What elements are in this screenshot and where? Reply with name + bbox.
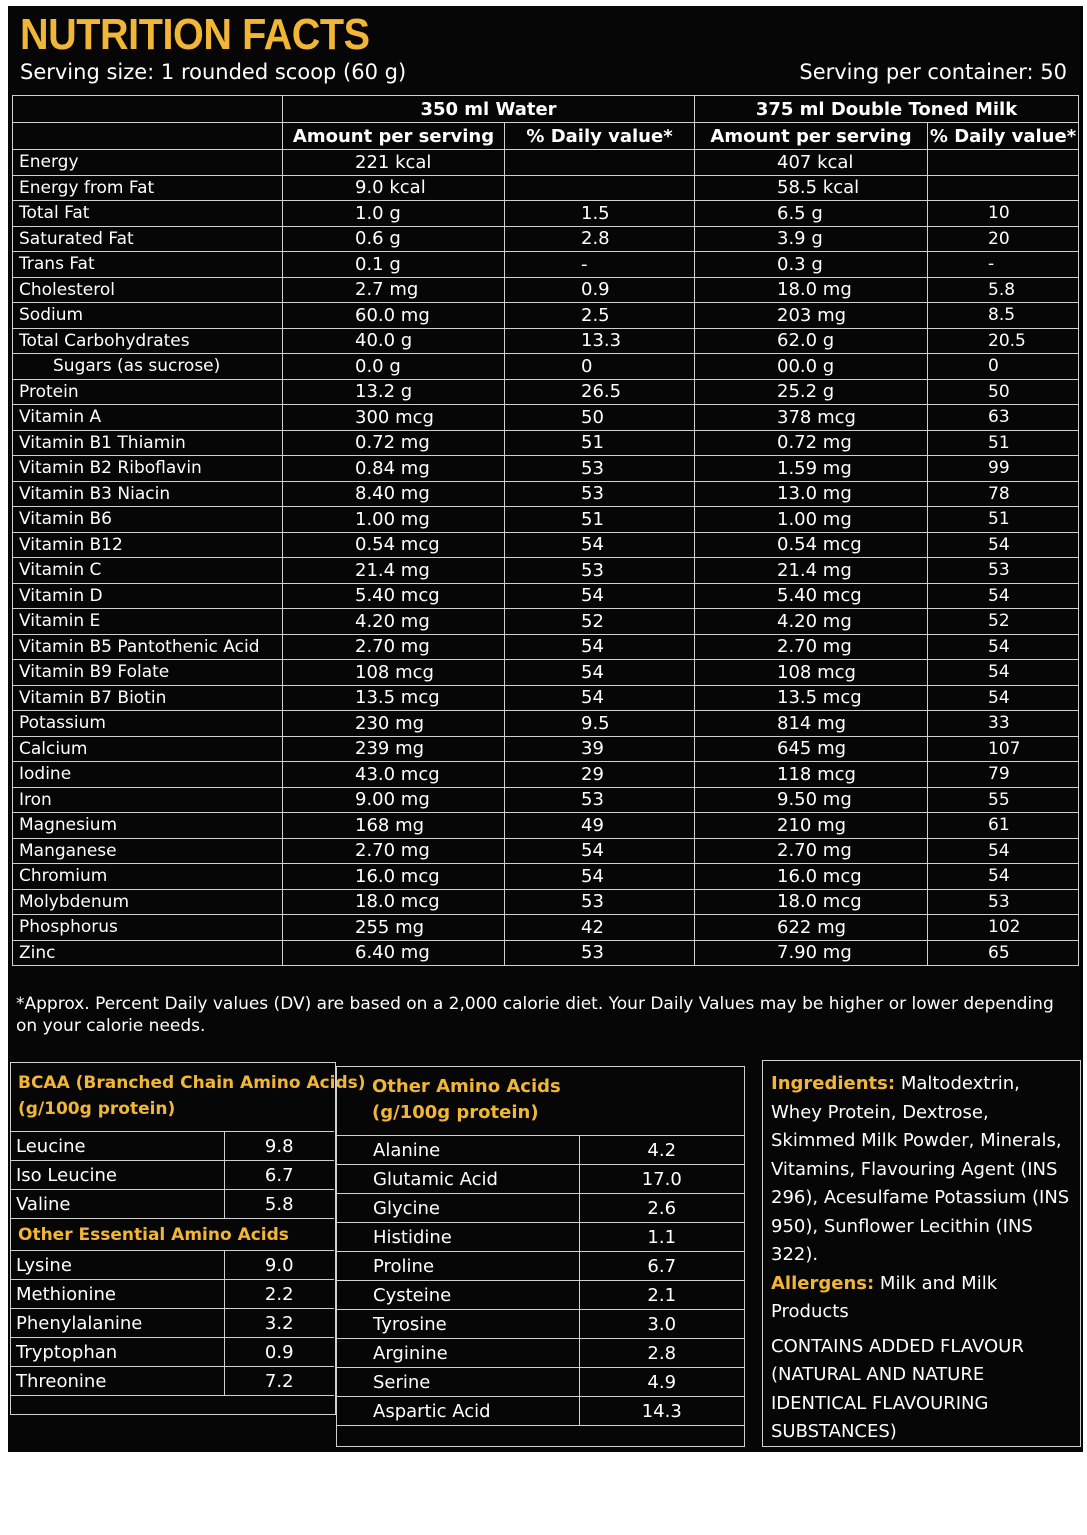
column-header-amount: Amount per serving: [283, 123, 505, 150]
amino-acid-value: 2.2: [224, 1280, 334, 1309]
amino-acid-value: 3.2: [224, 1309, 334, 1338]
water-amount: 13.2 g: [283, 379, 505, 405]
amino-acid-name: Valine: [10, 1190, 224, 1219]
water-amount: 2.70 mg: [283, 634, 505, 660]
nutrient-name: Phosphorus: [13, 915, 283, 941]
milk-daily-value: -: [928, 252, 1079, 278]
milk-daily-value: 78: [928, 481, 1079, 507]
column-header-amount: Amount per serving: [695, 123, 928, 150]
list-item: [10, 1338, 334, 1367]
water-amount: 43.0 mcg: [283, 762, 505, 788]
water-daily-value: 54: [505, 532, 695, 558]
amino-acid-name: Iso Leucine: [10, 1161, 224, 1190]
water-amount: 108 mcg: [283, 660, 505, 686]
water-amount: 18.0 mcg: [283, 889, 505, 915]
ingredients-list: Maltodextrin, Whey Protein, Dextrose, Skimmed Milk Powder, Minerals, Vitamins, Flavouring Agent (INS 296), Acesulfame Potassium (INS 950), Sunflower Lecithin (INS 322).: [771, 1073, 1070, 1265]
amino-acid-value: 2.8: [579, 1339, 744, 1368]
milk-amount: 1.00 mg: [695, 507, 928, 533]
list-item: [337, 1310, 744, 1339]
ingredients-label: Ingredients:: [771, 1073, 896, 1094]
milk-amount: 108 mcg: [695, 660, 928, 686]
milk-daily-value: 79: [928, 762, 1079, 788]
table-row: [13, 583, 1079, 609]
water-daily-value: 51: [505, 430, 695, 456]
milk-daily-value: 107: [928, 736, 1079, 762]
water-daily-value: 54: [505, 660, 695, 686]
nutrient-name: Molybdenum: [13, 889, 283, 915]
milk-daily-value: 54: [928, 660, 1079, 686]
list-item: [10, 1251, 334, 1280]
table-row: [13, 762, 1079, 788]
milk-daily-value: 54: [928, 838, 1079, 864]
milk-daily-value: 52: [928, 609, 1079, 635]
milk-amount: 1.59 mg: [695, 456, 928, 482]
milk-amount: 3.9 g: [695, 226, 928, 252]
milk-amount: 18.0 mcg: [695, 889, 928, 915]
table-row: [13, 889, 1079, 915]
milk-amount: 0.3 g: [695, 252, 928, 278]
other-amino-heading: [372, 1074, 561, 1126]
list-item: [10, 1280, 334, 1309]
amino-acid-name: Arginine: [337, 1339, 579, 1368]
table-row: [13, 481, 1079, 507]
water-daily-value: 29: [505, 762, 695, 788]
water-daily-value: 9.5: [505, 711, 695, 737]
amino-acid-name: Threonine: [10, 1367, 224, 1396]
sucrose-note: #No added Sucrose: [771, 1510, 930, 1530]
water-amount: 5.40 mcg: [283, 583, 505, 609]
serving-size: Serving size: 1 rounded scoop (60 g): [20, 60, 407, 84]
table-row: [13, 685, 1079, 711]
list-item: [10, 1161, 334, 1190]
milk-daily-value: 55: [928, 787, 1079, 813]
water-amount: 0.54 mcg: [283, 532, 505, 558]
essential-amino-table: [10, 1250, 334, 1396]
water-daily-value: 54: [505, 583, 695, 609]
table-row: [13, 150, 1079, 176]
milk-daily-value: 20.5: [928, 328, 1079, 354]
amino-acid-value: 0.9: [224, 1338, 334, 1367]
water-amount: 168 mg: [283, 813, 505, 839]
table-row: [13, 915, 1079, 941]
amino-acid-value: 4.2: [579, 1136, 744, 1165]
milk-amount: 62.0 g: [695, 328, 928, 354]
list-item: [337, 1165, 744, 1194]
amino-acid-name: Methionine: [10, 1280, 224, 1309]
table-row: [13, 430, 1079, 456]
amino-acid-name: Phenylalanine: [10, 1309, 224, 1338]
table-row: [13, 303, 1079, 329]
amino-acid-value: 6.7: [579, 1252, 744, 1281]
milk-daily-value: 51: [928, 430, 1079, 456]
nutrient-name: Vitamin B6: [13, 507, 283, 533]
amino-acid-name: Glycine: [337, 1194, 579, 1223]
milk-amount: 21.4 mg: [695, 558, 928, 584]
amino-acid-name: Leucine: [10, 1132, 224, 1161]
milk-amount: 407 kcal: [695, 150, 928, 176]
nutrient-name: Iron: [13, 787, 283, 813]
allergens-text: [771, 1270, 1076, 1327]
water-daily-value: 50: [505, 405, 695, 431]
water-daily-value: 53: [505, 889, 695, 915]
water-amount: 1.0 g: [283, 201, 505, 227]
amino-acid-value: 2.1: [579, 1281, 744, 1310]
water-amount: 0.0 g: [283, 354, 505, 380]
milk-amount: 00.0 g: [695, 354, 928, 380]
ingredients-section: [771, 1070, 1076, 1535]
milk-amount: 13.0 mg: [695, 481, 928, 507]
nutrient-name: Saturated Fat: [13, 226, 283, 252]
water-daily-value: [505, 150, 695, 176]
milk-daily-value: 63: [928, 405, 1079, 431]
water-daily-value: 49: [505, 813, 695, 839]
table-row: [13, 711, 1079, 737]
water-amount: 0.84 mg: [283, 456, 505, 482]
water-daily-value: 39: [505, 736, 695, 762]
group-header-water: 350 ml Water: [283, 96, 695, 123]
list-item: [337, 1223, 744, 1252]
milk-daily-value: 54: [928, 685, 1079, 711]
milk-daily-value: 10: [928, 201, 1079, 227]
list-item: [337, 1397, 744, 1426]
milk-daily-value: 0: [928, 354, 1079, 380]
water-daily-value: 53: [505, 787, 695, 813]
milk-daily-value: 54: [928, 634, 1079, 660]
table-row: [13, 354, 1079, 380]
nutrient-name: Vitamin C: [13, 558, 283, 584]
bcaa-rows: [10, 1132, 334, 1219]
table-row: [13, 787, 1079, 813]
table-row: [13, 456, 1079, 482]
milk-amount: 7.90 mg: [695, 940, 928, 966]
nutrient-name: Manganese: [13, 838, 283, 864]
milk-daily-value: [928, 175, 1079, 201]
water-amount: 230 mg: [283, 711, 505, 737]
list-item: [337, 1368, 744, 1397]
list-item: [337, 1136, 744, 1165]
milk-amount: 9.50 mg: [695, 787, 928, 813]
water-amount: 21.4 mg: [283, 558, 505, 584]
nutrient-name: Vitamin B9 Folate: [13, 660, 283, 686]
milk-daily-value: 51: [928, 507, 1079, 533]
milk-daily-value: 33: [928, 711, 1079, 737]
milk-amount: 58.5 kcal: [695, 175, 928, 201]
water-amount: 0.1 g: [283, 252, 505, 278]
nutrient-name: Calcium: [13, 736, 283, 762]
milk-daily-value: 65: [928, 940, 1079, 966]
water-amount: 9.00 mg: [283, 787, 505, 813]
table-row: [13, 328, 1079, 354]
serving-note: ^As per 2 servings with double toned milk: [771, 1454, 1073, 1502]
table-row: [13, 813, 1079, 839]
amino-acid-value: 17.0: [579, 1165, 744, 1194]
water-daily-value: 53: [505, 940, 695, 966]
milk-daily-value: 102: [928, 915, 1079, 941]
amino-acid-name: Histidine: [337, 1223, 579, 1252]
water-amount: 0.72 mg: [283, 430, 505, 456]
water-amount: 300 mcg: [283, 405, 505, 431]
list-item: [337, 1339, 744, 1368]
milk-amount: 0.54 mcg: [695, 532, 928, 558]
nutrient-name: Sodium: [13, 303, 283, 329]
nutrient-name: Iodine: [13, 762, 283, 788]
amino-acid-name: Serine: [337, 1368, 579, 1397]
amino-acid-name: Aspartic Acid: [337, 1397, 579, 1426]
water-daily-value: 52: [505, 609, 695, 635]
milk-amount: 2.70 mg: [695, 634, 928, 660]
amino-acid-value: 14.3: [579, 1397, 744, 1426]
milk-daily-value: 53: [928, 889, 1079, 915]
corner-cell: [13, 96, 283, 123]
water-daily-value: 54: [505, 685, 695, 711]
milk-daily-value: [928, 150, 1079, 176]
milk-daily-value: 53: [928, 558, 1079, 584]
water-daily-value: 42: [505, 915, 695, 941]
daily-value-footnote: *Approx. Percent Daily values (DV) are based on a 2,000 calorie diet. Your Daily Values may be higher or lower depending on your calorie needs.: [16, 994, 1054, 1036]
water-daily-value: 0: [505, 354, 695, 380]
amino-acid-name: Tryptophan: [10, 1338, 224, 1367]
other-amino-heading-unit: (g/100g protein): [372, 1102, 539, 1123]
table-row: [13, 609, 1079, 635]
table-row: [13, 379, 1079, 405]
milk-daily-value: 20: [928, 226, 1079, 252]
nutrient-name: Vitamin B1 Thiamin: [13, 430, 283, 456]
table-row: [13, 175, 1079, 201]
water-amount: 13.5 mcg: [283, 685, 505, 711]
milk-amount: 25.2 g: [695, 379, 928, 405]
water-daily-value: 0.9: [505, 277, 695, 303]
nutrient-name: Total Fat: [13, 201, 283, 227]
list-item: [337, 1252, 744, 1281]
water-daily-value: 54: [505, 634, 695, 660]
corner-cell: [13, 123, 283, 150]
milk-amount: 13.5 mcg: [695, 685, 928, 711]
list-item: [10, 1132, 334, 1161]
ingredients-text: [771, 1070, 1076, 1270]
list-item: [10, 1367, 334, 1396]
amino-acid-value: 2.6: [579, 1194, 744, 1223]
milk-amount: 118 mcg: [695, 762, 928, 788]
amino-acid-value: 9.8: [224, 1132, 334, 1161]
list-item: [337, 1194, 744, 1223]
water-daily-value: 54: [505, 838, 695, 864]
nutrition-rows: [13, 150, 1079, 966]
nutrient-name: Total Carbohydrates: [13, 328, 283, 354]
water-daily-value: 53: [505, 456, 695, 482]
nutrient-name: Sugars (as sucrose): [13, 354, 283, 380]
water-daily-value: 2.8: [505, 226, 695, 252]
page-title: NUTRITION FACTS: [20, 10, 370, 59]
milk-amount: 622 mg: [695, 915, 928, 941]
nutrient-name: Zinc: [13, 940, 283, 966]
water-amount: 2.70 mg: [283, 838, 505, 864]
table-row: [13, 660, 1079, 686]
milk-amount: 814 mg: [695, 711, 928, 737]
amino-acid-name: Glutamic Acid: [337, 1165, 579, 1194]
milk-amount: 4.20 mg: [695, 609, 928, 635]
list-item: [10, 1190, 334, 1219]
amino-acid-value: 3.0: [579, 1310, 744, 1339]
water-daily-value: 26.5: [505, 379, 695, 405]
water-amount: 0.6 g: [283, 226, 505, 252]
milk-amount: 210 mg: [695, 813, 928, 839]
table-row: [13, 532, 1079, 558]
milk-daily-value: 5.8: [928, 277, 1079, 303]
amino-acid-name: Alanine: [337, 1136, 579, 1165]
nutrient-name: Vitamin D: [13, 583, 283, 609]
list-item: [10, 1309, 334, 1338]
amino-acid-name: Tyrosine: [337, 1310, 579, 1339]
table-row: [13, 507, 1079, 533]
table-row: [13, 838, 1079, 864]
essential-amino-rows: [10, 1251, 334, 1396]
table-row: [13, 226, 1079, 252]
water-amount: 2.7 mg: [283, 277, 505, 303]
essential-amino-heading: Other Essential Amino Acids: [18, 1225, 289, 1245]
milk-amount: 6.5 g: [695, 201, 928, 227]
nutrient-name: Vitamin B3 Niacin: [13, 481, 283, 507]
nutrient-name: Vitamin B2 Riboflavin: [13, 456, 283, 482]
nutrient-name: Vitamin B12: [13, 532, 283, 558]
nutrient-name: Trans Fat: [13, 252, 283, 278]
water-amount: 239 mg: [283, 736, 505, 762]
nutrient-name: Protein: [13, 379, 283, 405]
amino-acid-value: 4.9: [579, 1368, 744, 1397]
milk-amount: 5.40 mcg: [695, 583, 928, 609]
milk-daily-value: 8.5: [928, 303, 1079, 329]
milk-amount: 378 mcg: [695, 405, 928, 431]
table-row: [13, 634, 1079, 660]
amino-acid-value: 6.7: [224, 1161, 334, 1190]
water-daily-value: 54: [505, 864, 695, 890]
nutrient-name: Vitamin B7 Biotin: [13, 685, 283, 711]
other-amino-table: [337, 1135, 744, 1426]
water-daily-value: 2.5: [505, 303, 695, 329]
water-daily-value: 51: [505, 507, 695, 533]
nutrient-name: Magnesium: [13, 813, 283, 839]
amino-acid-name: Lysine: [10, 1251, 224, 1280]
milk-amount: 18.0 mg: [695, 277, 928, 303]
table-row: [13, 558, 1079, 584]
serving-per-container: Serving per container: 50: [799, 60, 1067, 84]
amino-acid-name: Cysteine: [337, 1281, 579, 1310]
water-amount: 60.0 mg: [283, 303, 505, 329]
water-amount: 255 mg: [283, 915, 505, 941]
bcaa-table: [10, 1131, 334, 1219]
amino-acid-value: 9.0: [224, 1251, 334, 1280]
milk-daily-value: 54: [928, 532, 1079, 558]
amino-acid-value: 5.8: [224, 1190, 334, 1219]
milk-daily-value: 50: [928, 379, 1079, 405]
table-row: [13, 277, 1079, 303]
milk-daily-value: 61: [928, 813, 1079, 839]
group-header-milk: 375 ml Double Toned Milk: [695, 96, 1079, 123]
flavour-note: CONTAINS ADDED FLAVOUR (NATURAL AND NATURE IDENTICAL FLAVOURING SUBSTANCES): [771, 1335, 1024, 1442]
other-amino-rows: [337, 1136, 744, 1426]
other-amino-heading-title: Other Amino Acids: [372, 1076, 561, 1097]
table-row: [13, 201, 1079, 227]
water-amount: 221 kcal: [283, 150, 505, 176]
milk-amount: 0.72 mg: [695, 430, 928, 456]
water-daily-value: -: [505, 252, 695, 278]
water-daily-value: 1.5: [505, 201, 695, 227]
bcaa-heading-unit: (g/100g protein): [18, 1099, 176, 1119]
nutrition-table: [12, 95, 1079, 966]
milk-daily-value: 54: [928, 864, 1079, 890]
water-amount: 8.40 mg: [283, 481, 505, 507]
table-row: [13, 405, 1079, 431]
table-row: [13, 736, 1079, 762]
amino-acid-value: 1.1: [579, 1223, 744, 1252]
nutrient-name: Vitamin B5 Pantothenic Acid: [13, 634, 283, 660]
nutrient-name: Energy: [13, 150, 283, 176]
water-daily-value: 53: [505, 558, 695, 584]
allergens-label: Allergens:: [771, 1272, 875, 1294]
column-header-daily-value: % Daily value*: [505, 123, 695, 150]
nutrient-name: Potassium: [13, 711, 283, 737]
bcaa-heading: [18, 1070, 366, 1122]
water-daily-value: 13.3: [505, 328, 695, 354]
water-amount: 4.20 mg: [283, 609, 505, 635]
water-daily-value: [505, 175, 695, 201]
table-row: [13, 864, 1079, 890]
table-row: [13, 252, 1079, 278]
nutrient-name: Energy from Fat: [13, 175, 283, 201]
milk-daily-value: 54: [928, 583, 1079, 609]
bcaa-heading-title: BCAA (Branched Chain Amino Acids): [18, 1073, 366, 1093]
table-row: [13, 940, 1079, 966]
milk-amount: 16.0 mcg: [695, 864, 928, 890]
list-item: [337, 1281, 744, 1310]
milk-daily-value: 99: [928, 456, 1079, 482]
water-amount: 40.0 g: [283, 328, 505, 354]
water-amount: 9.0 kcal: [283, 175, 505, 201]
allergens-list: Milk and Milk Products: [771, 1272, 998, 1322]
water-amount: 1.00 mg: [283, 507, 505, 533]
nutrient-name: Chromium: [13, 864, 283, 890]
water-amount: 16.0 mcg: [283, 864, 505, 890]
water-daily-value: 53: [505, 481, 695, 507]
milk-amount: 203 mg: [695, 303, 928, 329]
milk-amount: 645 mg: [695, 736, 928, 762]
nutrient-name: Cholesterol: [13, 277, 283, 303]
nutrient-name: Vitamin A: [13, 405, 283, 431]
column-header-daily-value: % Daily value*: [928, 123, 1079, 150]
water-amount: 6.40 mg: [283, 940, 505, 966]
amino-acid-value: 7.2: [224, 1367, 334, 1396]
amino-acid-name: Proline: [337, 1252, 579, 1281]
nutrient-name: Vitamin E: [13, 609, 283, 635]
milk-amount: 2.70 mg: [695, 838, 928, 864]
